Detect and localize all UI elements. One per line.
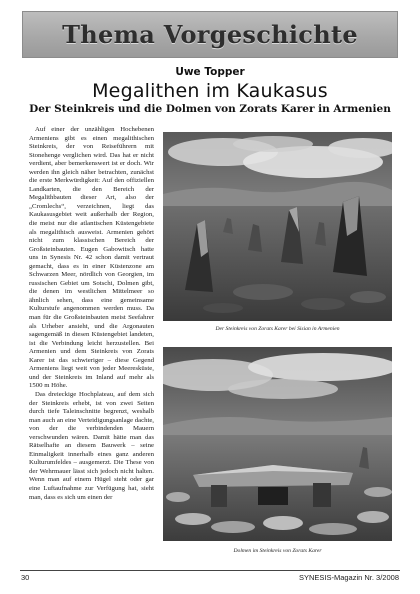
page-number: 30 [21,573,30,582]
figure-caption: Der Steinkreis von Zorats Karer bei Sisian in Armenien [215,326,340,332]
magazine-issue: SYNESIS-Magazin Nr. 3/2008 [298,573,399,582]
section-banner [22,11,398,58]
footer-divider [20,570,400,571]
article-author: Uwe Topper [175,66,245,78]
dolmen-photo [163,347,392,541]
article-subtitle: Der Steinkreis und die Dolmen von Zorats Karer in Armenien [29,103,391,115]
stone-circle-image [163,132,392,321]
article-body [29,126,154,566]
article-title: Megalithen im Kaukasus [92,80,328,102]
stone-circle-photo [163,132,392,321]
body-paragraph: Das dreieckige Hochplateau, auf dem sich der Steinkreis erhebt, ist von zwei Seiten durch tiefe Taleinschnitte begrenzt, weshalb man auch an eine Verteidigungsanlage dachte, von der die verbindenden Mauern verschwunden wären. Damit hätte man das Rätselhafte an diesem Bauwerk – seine Einmaligkeit innerhalb eines ganz anderen Kulturumfeldes – ausgemerzt. Die These von der Wehrmauer lässt sich jedoch nicht halten. Wenn man auf einem Hügel steht oder gar eine Luftaufnahme zur Verfügung hat, sieht man, dass es sich um einen der [29,390,154,501]
section-title: Thema Vorgeschichte [62,20,358,49]
body-paragraph: Auf einer der unzähligen Hochebenen Armeniens gibt es einen megalithischen Steinkreis, der von Reiseführern mit Stonehenge verglichen wird. Das hat er nicht verdient, aber bemerkenswert ist er doch. Wir werden ihn gleich näher betrachten, zunächst die erste Merkwürdigkeit: Auf den offiziellen Landkarten, die den Bereich der Megalithbauten dieser Art, also der „Cromlechs“, verzeichnen, liegt das Kaukasusgebiet weit außerhalb der Region, die meist nur die atlantischen Küstengebiete als megalithisch ausweist. Armenien gehört nicht zum klassischen Bereich der Großsteinbauten. Eugen Gabowitsch hatte uns in Synesis Nr. 42 schon damit vertraut gemacht, dass es in einer Küstenzone am Schwarzen Meer, nördlich von Georgien, im russischen Gebiet um Sotschi, Dolmen gibt, die denen im westlichen Mittelmeer so ähnlich sehen, dass eine gemeinsame Kulturstufe angenommen werden muss. Da man für die Großsteinbauten meist Seefahrer als Urheber ansieht, und die Argonauten sagengemäß in diesen Küstengebiet landeten, ist die Verbindung leicht herzustellen. Bei Armenien und dem Steinkreis von Zorats Karer ist das schwieriger – diese Gegend Armeniens liegt weit von jeder Meeresküste, und der Steinkreis im Inland auf mehr als 1500 m Höhe. [29,126,154,390]
dolmen-image [163,347,392,541]
figure-caption: Dolmen im Steinkreis von Zorats Karer [233,548,322,554]
